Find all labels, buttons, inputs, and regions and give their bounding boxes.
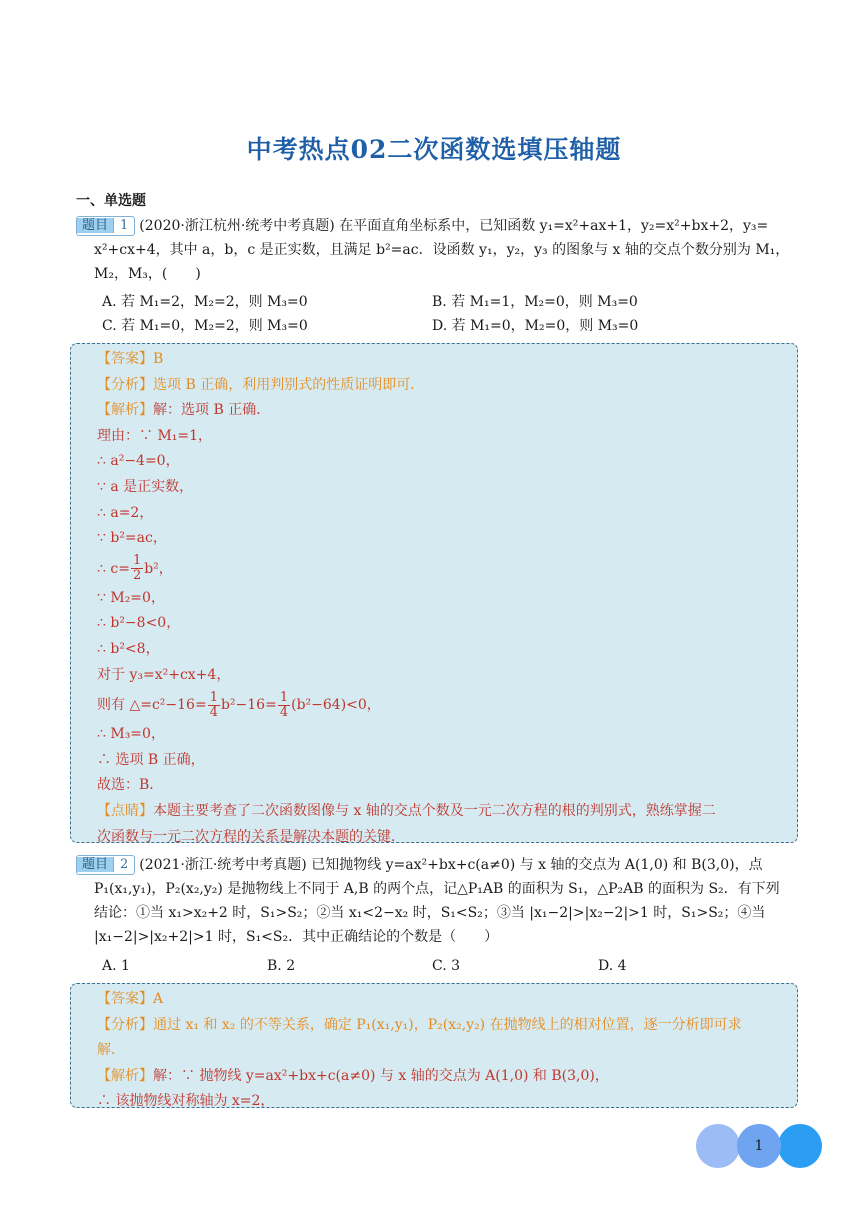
fraction: $\frac{1}{4}$	[279, 689, 289, 720]
decor-circle	[696, 1124, 740, 1168]
question-2-line-1: 题目 2 (2021·浙江·统考中考真题) 已知抛物线 y=ax²+bx+c(a≠0) 与 x 轴的交点为 A(1,0) 和 B(3,0)，点	[76, 853, 806, 877]
solution-step: ∵ M₂=0，	[97, 589, 165, 606]
solution-step: 理由：∵ M₁=1，	[97, 427, 213, 444]
analysis-line: 解．	[97, 1042, 125, 1059]
solution-step: 对于 y₃=x²+cx+4，	[97, 666, 231, 683]
question-1-tag: 题目 1	[76, 216, 135, 236]
solution-step: ∴ c= $\frac{1}{2}$ b²，	[97, 553, 173, 584]
section-heading: 一、单选题	[76, 193, 146, 209]
solution-step: 则有 △=c²−16= $\frac{1}{4}$ b²−16= $\frac{1}{4}$ (b²−64)<0，	[97, 689, 381, 720]
solution-step: ∴ 该抛物线对称轴为 x=2，	[97, 1093, 275, 1110]
question-1	[76, 214, 806, 286]
solution-step: ∴ a²−4=0，	[97, 453, 180, 470]
answer-box-2	[70, 983, 798, 1108]
answer-line: 【答案】A	[97, 991, 164, 1007]
solution-step: 故选：B．	[97, 777, 164, 794]
option-c[interactable]: C. 若 M₁=0，M₂=2，则 M₃=0	[102, 318, 308, 334]
solution-step: ∴ b²−8<0，	[97, 615, 181, 632]
fraction: $\frac{1}{4}$	[209, 689, 218, 720]
decor-circle	[778, 1124, 822, 1168]
solution-step: ∴ 选项 B 正确，	[97, 751, 205, 768]
solution-line: 【解析】解：选项 B 正确．	[97, 402, 271, 419]
fraction: $\frac{1}{2}$	[132, 553, 142, 584]
page-title: 中考热点02二次函数选填压轴题	[246, 135, 622, 164]
question-1-line-1: 题目 1 (2020·浙江杭州·统考中考真题) 在平面直角坐标系中，已知函数 y₁=x²+ax+1，y₂=x²+bx+2，y₃=	[76, 214, 806, 238]
page-number-badge	[696, 1124, 822, 1168]
question-1-line-3: M₂，M₃，( )	[94, 266, 201, 282]
question-2-line-3: 结论：①当 x₁>x₂+2 时，S₁>S₂；②当 x₁<2−x₂ 时，S₁<S₂；③当 |x₁−2|>|x₂−2|>1 时，S₁>S₂；④当	[94, 905, 766, 921]
question-2-tag: 题目 2	[76, 855, 135, 875]
question-2-options	[102, 954, 802, 978]
question-1-options	[102, 290, 802, 338]
option-d[interactable]: D. 4	[598, 958, 627, 974]
option-d[interactable]: D. 若 M₁=0，M₂=0，则 M₃=0	[432, 318, 639, 334]
solution-step: ∴ b²<8，	[97, 640, 160, 657]
answer-box-1	[70, 343, 798, 843]
page-number: 1	[754, 1138, 764, 1154]
solution-line: 【解析】解：∵ 抛物线 y=ax²+bx+c(a≠0) 与 x 轴的交点为 A(1,0) 和 B(3,0)，	[97, 1067, 609, 1084]
option-a[interactable]: A. 1	[102, 958, 130, 974]
solution-step: ∵ a 是正实数，	[97, 478, 194, 495]
solution-step: ∴ a=2，	[97, 504, 154, 521]
question-2-line-2: P₁(x₁,y₁)，P₂(x₂,y₂) 是抛物线上不同于 A,B 的两个点，记△P₁AB 的面积为 S₁，△P₂AB 的面积为 S₂．有下列	[94, 881, 780, 897]
question-2	[76, 853, 806, 949]
comment-line: 【点睛】本题主要考查了二次函数图像与 x 轴的交点个数及一元二次方程的根的判别式，熟练掌握二	[97, 802, 716, 819]
question-2-line-4: |x₁−2|>|x₂+2|>1 时，S₁<S₂．其中正确结论的个数是（ ）	[94, 929, 499, 945]
question-1-line-2: x²+cx+4，其中 a，b，c 是正实数，且满足 b²=ac．设函数 y₁，y₂，y₃ 的图象与 x 轴的交点个数分别为 M₁，	[94, 242, 790, 258]
analysis-line: 【分析】选项 B 正确，利用判别式的性质证明即可．	[97, 376, 425, 393]
option-a[interactable]: A. 若 M₁=2，M₂=2，则 M₃=0	[102, 294, 308, 310]
comment-line: 次函数与一元二次方程的关系是解决本题的关键．	[97, 828, 405, 845]
solution-step: ∵ b²=ac，	[97, 530, 167, 547]
analysis-line: 【分析】通过 x₁ 和 x₂ 的不等关系，确定 P₁(x₁,y₁)，P₂(x₂,y₂) 在抛物线上的相对位置，逐一分析即可求	[97, 1016, 742, 1033]
solution-step: ∴ M₃=0，	[97, 726, 165, 743]
answer-line: 【答案】B	[97, 351, 164, 367]
option-b[interactable]: B. 若 M₁=1，M₂=0，则 M₃=0	[432, 294, 638, 310]
option-b[interactable]: B. 2	[267, 958, 296, 974]
option-c[interactable]: C. 3	[432, 958, 461, 974]
